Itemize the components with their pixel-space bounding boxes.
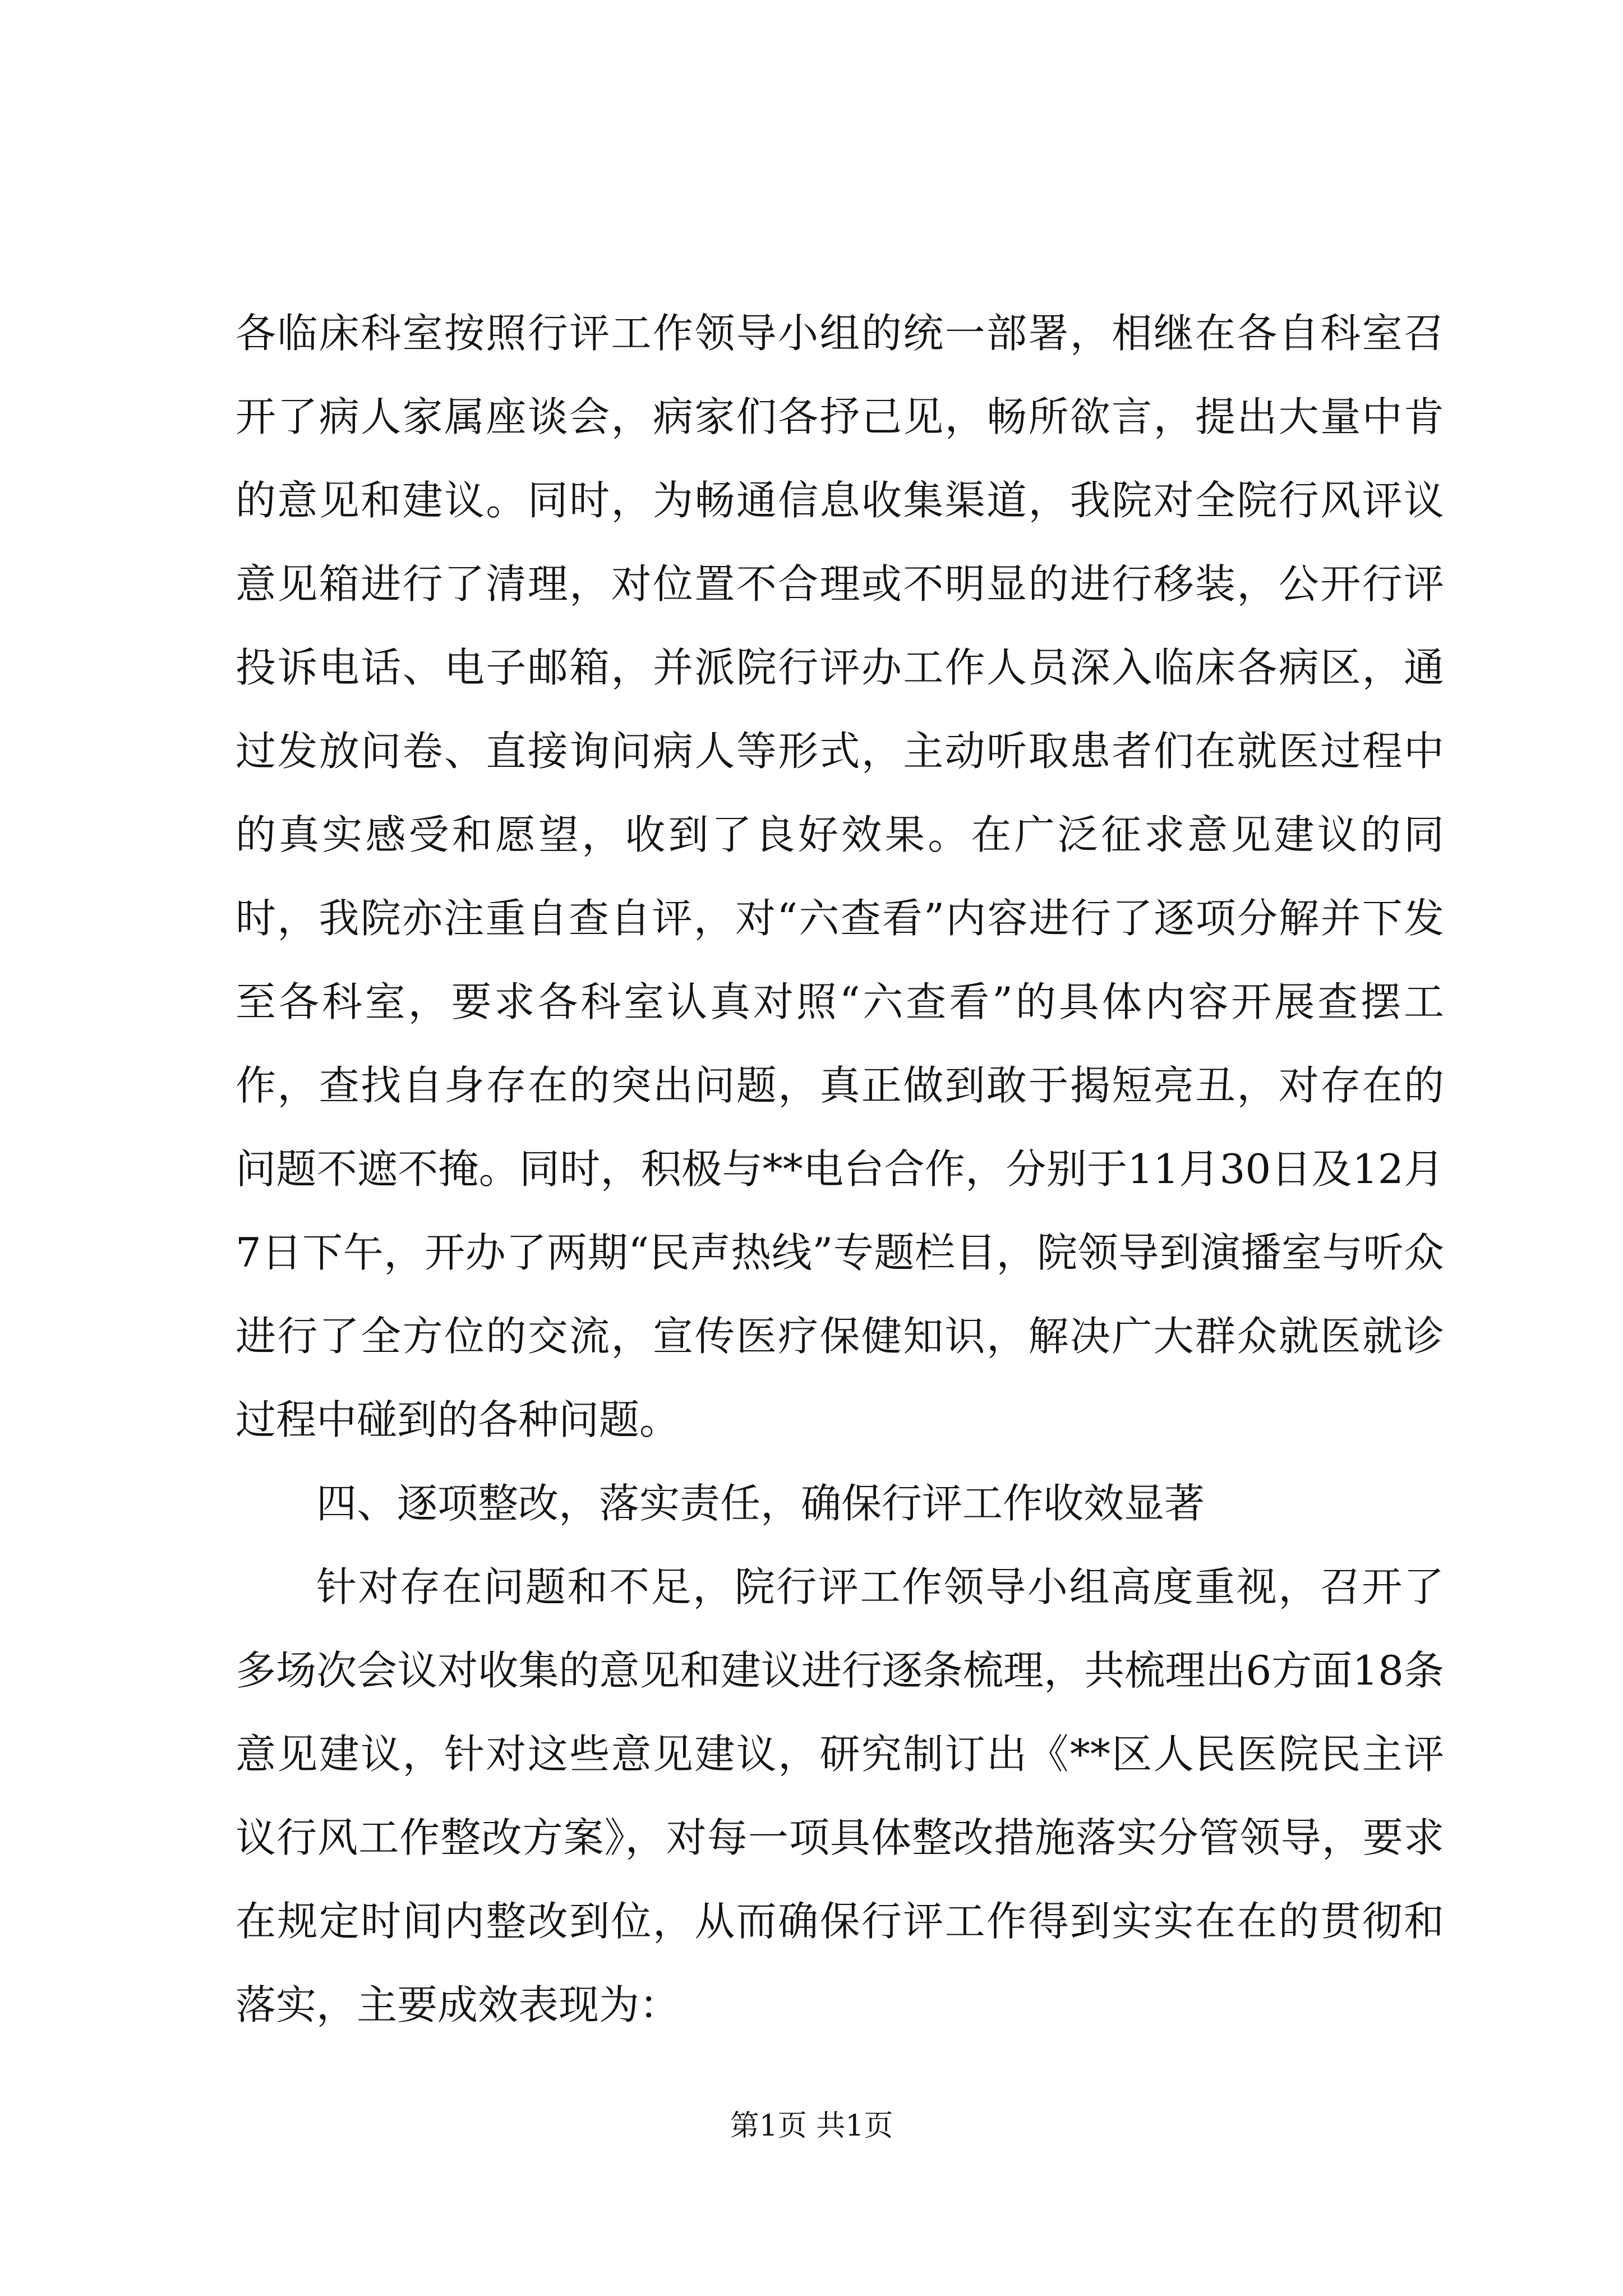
paragraph-continuation: 各临床科室按照行评工作领导小组的统一部署，相继在各自科室召开了病人家属座谈会，病家们各抒己见，畅所欲言，提出大量中肯的意见和建议。同时，为畅通信息收集渠道，我院对全院行风评议意见箱进行了清理，对位置不合理或不明显的进行移装，公开行评投诉电话、电子邮箱，并派院行评办工作人员深入临床各病区，通过发放问卷、直接询问病人等形式，主动听取患者们在就医过程中的真实感受和愿望，收到了良好效果。在广泛征求意见建议的同时，我院亦注重自查自评，对“六查看”内容进行了逐项分解并下发至各科室，要求各科室认真对照“六查看”的具体内容开展查摆工作，查找自身存在的突出问题，真正做到敢于揭短亮丑，对存在的问题不遮不掩。同时，积极与**电台合作，分别于11月30日及12月7日下午，开办了两期“民声热线”专题栏目，院领导到演播室与听众进行了全方位的交流，宣传医疗保健知识，解决广大群众就医就诊过程中碰到的各种问题。 — [236, 310, 1444, 1443]
section-heading: 四、逐项整改，落实责任，确保行评工作收效显著 — [316, 1480, 1205, 1527]
document-body — [236, 292, 1444, 2047]
paragraph-rectification: 针对存在问题和不足，院行评工作领导小组高度重视，召开了多场次会议对收集的意见和建议进行逐条梳理，共梳理出6方面18条意见建议，针对这些意见建议，研究制订出《**区人民医院民主评议行风工作整改方案》，对每一项具体整改措施落实分管领导，要求在规定时间内整改到位，从而确保行评工作得到实实在在的贯彻和落实，主要成效表现为： — [236, 1563, 1444, 2028]
page-number-footer: 第1页 共1页 — [730, 2109, 893, 2143]
